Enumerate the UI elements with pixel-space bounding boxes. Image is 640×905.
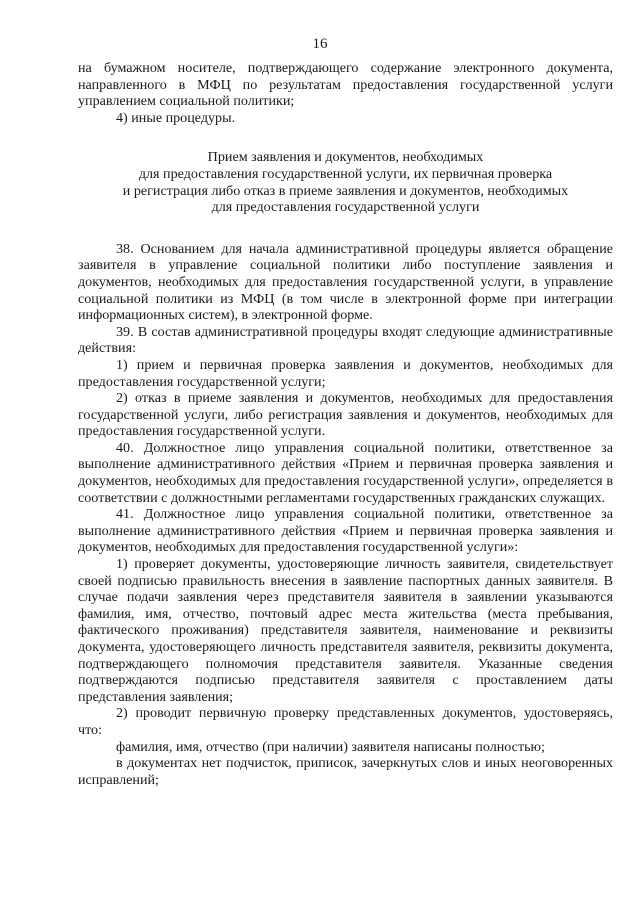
paragraph: 1) прием и первичная проверка заявления и документов, необходимых для предоставления государственной услуги; [78,356,613,390]
paragraph: 38. Основанием для начала административной процедуры является обращение заявителя в управление социальной политики либо поступление заявления и документов, необходимых для предоставления государственной услуги, в управление социальной политики из МФЦ (в том числе в электронной форме при интеграции информационных систем), в электронной форме. [78,240,613,324]
paragraph: 40. Должностное лицо управления социальной политики, ответственное за выполнение административного действия «Прием и первичная проверка заявления и документов, необходимых для предоставления государственной услуги», определяется в соответствии с должностными регламентами государственных гражданских служащих. [78,439,613,506]
paragraph: фамилия, имя, отчество (при наличии) заявителя написаны полностью; [116,738,545,755]
paragraph: 2) отказ в приеме заявления и документов, необходимых для предоставления государственной услуги, либо регистрация заявления и документов, необходимых для предоставления государственной услуги. [78,390,613,440]
heading-line: и регистрация либо отказ в приеме заявления и документов, необходимых [122,182,569,199]
paragraph: 39. В состав административной процедуры входят следующие административные действия: [78,323,613,357]
heading-line: Прием заявления и документов, необходимых [207,149,484,166]
paragraph: 2) проводит первичную проверку представленных документов, удостоверяясь, что: [78,705,613,738]
paragraph: 4) иные процедуры. [116,109,236,126]
heading-line: для предоставления государственной услуги [211,199,480,216]
page-number: 16 [312,36,328,52]
document-body [78,60,613,788]
paragraph: 41. Должностное лицо управления социальной политики, ответственное за выполнение административного действия «Прием и первичная проверка заявления и документов, необходимых для предоставления государственной услуги»: [78,506,613,556]
section-heading [78,149,613,215]
heading-line: для предоставления государственной услуги, их первичная проверка [138,165,553,182]
paragraph: в документах нет подчисток, приписок, зачеркнутых слов и иных неоговоренных исправлений; [78,755,613,788]
paragraph: на бумажном носителе, подтверждающего содержание электронного документа, направленного в МФЦ по результатам предоставления государственной услуги управлением социальной политики; [78,60,613,110]
paragraph: 1) проверяет документы, удостоверяющие личность заявителя, свидетельствует своей подписью правильность внесения в заявление паспортных данных заявителя. В случае подачи заявления через представителя заявителя в заявлении указываются фамилия, имя, отчество, почтовый адрес места жительства (места пребывания, фактического проживания) представителя заявителя, наименование и реквизиты документа, удостоверяющего личность представителя заявителя, реквизиты документа, подтверждающего полномочия представителя заявителя. Указанные сведения подтверждаются подписью представителя заявителя с проставлением даты представления заявления; [78,556,613,705]
